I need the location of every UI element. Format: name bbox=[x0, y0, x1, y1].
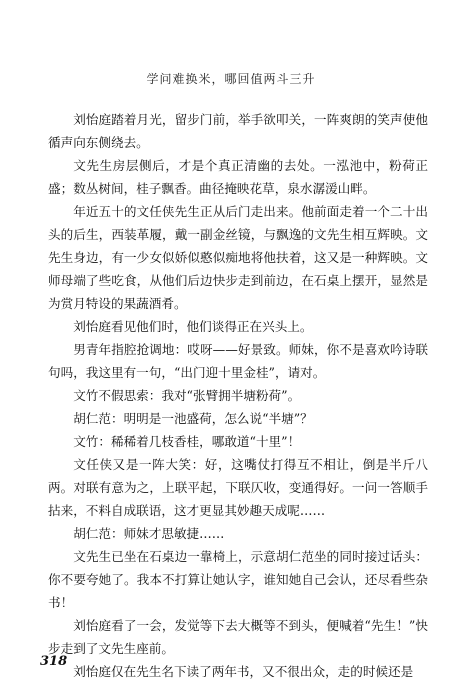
paragraph: 文竹不假思索：我对“张臂拥半塘粉荷”。 bbox=[73, 388, 301, 403]
page-number: 318 bbox=[40, 654, 68, 669]
paragraph: 刘怡庭看见他们时，他们谈得正在兴头上。 bbox=[73, 319, 313, 334]
paragraph: 年近五十的文任侠先生正从后门走出来。他前面走着一个二十出头的后生，西装革履，戴一副金丝镜，与飘逸的文先生相互辉映。文先生身边，有一少女似娇似憨似痴地将他扶着，这又是一种辉映。文师母端了些吃食，从他们后边快步走到前边，在石桌上摆开，显然是为赏月特设的果蔬酒肴。 bbox=[48, 204, 428, 311]
paragraph: 文先生已坐在石桌边一靠椅上，示意胡仁范坐的同时接过话头：你不要夸她了。我本不打算让她认字，谁知她自己会认，还尽看些杂书！ bbox=[48, 549, 428, 610]
paragraph: 刘怡庭仅在先生名下读了两年书，又不很出众，走的时候还是 bbox=[73, 664, 414, 679]
paragraph: 男青年指腔抢调地：哎呀——好景致。师妹，你不是喜欢吟诗联句吗，我这里有一句，“出门迎十里金桂”，请对。 bbox=[48, 342, 428, 380]
paragraph: 刘怡庭踏着月光，留步门前，举手欲叩关，一阵爽朗的笑声使他循声向东侧绕去。 bbox=[48, 112, 428, 150]
paragraph: 文先生房层侧后，才是个真正清幽的去处。一泓池中，粉荷正盛；数丛树间，桂子飘香。曲径掩映花草，泉水潺湲山畔。 bbox=[48, 158, 428, 196]
paragraph: 胡仁范：师妹才思敏捷…… bbox=[73, 526, 225, 541]
paragraph: 胡仁范：明明是一池盛荷，怎么说“半塘”？ bbox=[73, 411, 313, 426]
paragraph: 刘怡庭看了一会，发觉等下去大概等不到头，便喊着“先生！”快步走到了文先生座前。 bbox=[48, 618, 428, 656]
paragraph: 文竹：稀稀着几枝香桂，哪敢道“十里”！ bbox=[73, 434, 301, 449]
paragraph: 文任侠又是一阵大笑：好，这嘴仗打得互不相让，倒是半斤八两。对联有意为之，上联平起，下联仄收，变通得好。一问一答顺手拈来，不料自成联语，这才更显其妙趣天成呢…… bbox=[48, 457, 428, 518]
chapter-title: 学问难换米，哪回值两斗三升 bbox=[146, 72, 316, 86]
body-text bbox=[48, 108, 428, 683]
